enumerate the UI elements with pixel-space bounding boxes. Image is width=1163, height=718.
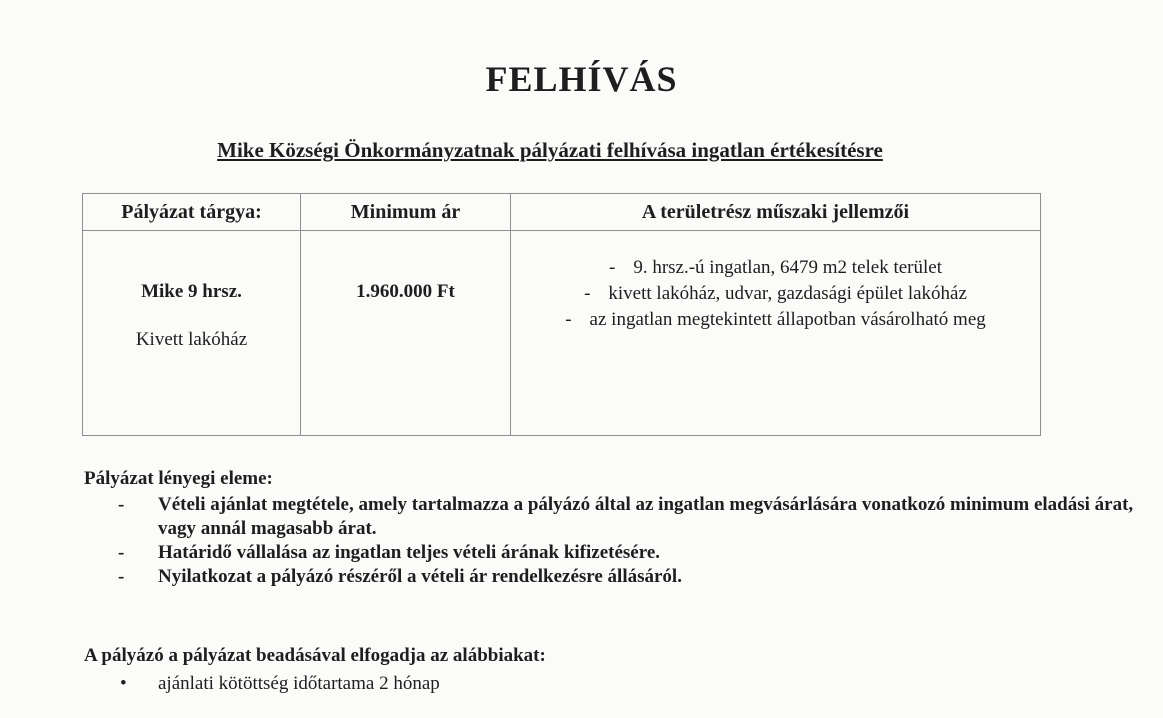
document-title: FELHÍVÁS	[485, 59, 678, 99]
acceptance-heading: A pályázó a pályázat beadásával elfogadja az alábbiakat:	[84, 645, 546, 666]
list-item: - 9. hrsz.-ú ingatlan, 6479 m2 telek terület	[609, 257, 942, 278]
table-row	[83, 231, 1041, 436]
bullet-icon: •	[120, 673, 127, 694]
subject-cell	[83, 231, 301, 436]
list-item: • ajánlati kötöttség időtartama 2 hónap	[120, 673, 440, 694]
header-features: A területrész műszaki jellemzői	[511, 194, 1041, 231]
price-cell	[301, 231, 511, 436]
property-table	[82, 193, 1041, 436]
essentials-list	[118, 493, 1163, 589]
header-subject: Pályázat tárgya:	[83, 194, 301, 231]
list-item: - az ingatlan megtekintett állapotban vásárolható meg	[565, 309, 986, 330]
subject-type: Kivett lakóház	[135, 329, 248, 350]
document-subtitle: Mike Községi Önkormányzatnak pályázati felhívása ingatlan értékesítésre	[217, 138, 883, 162]
list-item: - Nyilatkozat a pályázó részéről a vételi ár rendelkezésre állásáról.	[118, 566, 682, 587]
list-item: - Határidő vállalása az ingatlan teljes vételi árának kifizetésére.	[118, 542, 661, 563]
list-item: - Vételi ajánlat megtétele, amely tartalmazza a pályázó által az ingatlan megvásárlására vonatkozó minimum eladási árat, vagy annál magasabb árat.	[118, 494, 1134, 539]
essentials-heading: Pályázat lényegi eleme:	[84, 468, 273, 489]
features-cell	[511, 231, 1041, 436]
features-list	[511, 231, 1040, 333]
header-min-price: Minimum ár	[301, 194, 511, 231]
acceptance-list	[118, 672, 440, 696]
subject-lot: Mike 9 hrsz.	[141, 281, 242, 302]
list-item: - kivett lakóház, udvar, gazdasági épület lakóház	[584, 283, 967, 304]
min-price-value: 1.960.000 Ft	[356, 281, 455, 302]
table-header-row	[83, 194, 1041, 231]
